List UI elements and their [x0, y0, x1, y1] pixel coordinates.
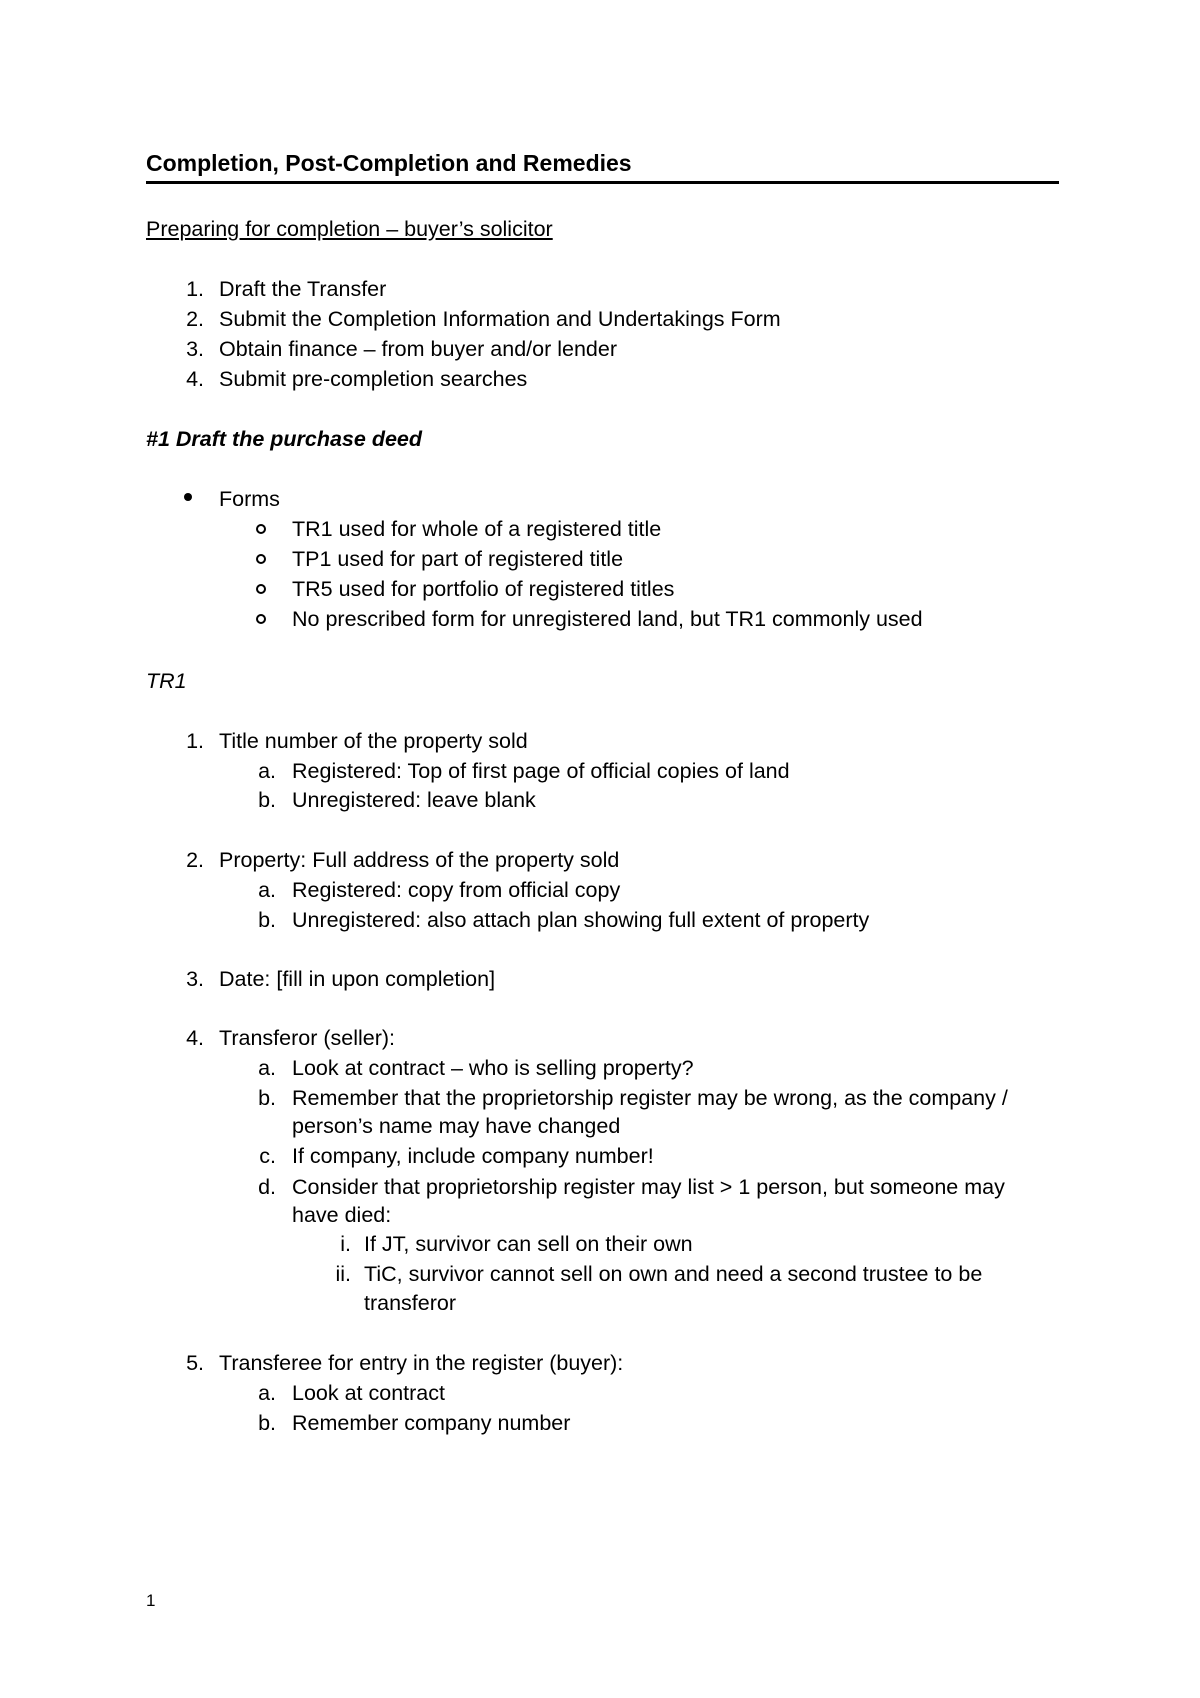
tr1-sub-text: Remember company number	[292, 1411, 571, 1435]
tr1-sub-letter: b.	[258, 1411, 276, 1435]
tr1-roman-text: If JT, survivor can sell on their own	[364, 1232, 693, 1256]
forms-label: Forms	[219, 487, 280, 511]
tr1-number: 3.	[186, 967, 204, 991]
step-number: 1.	[186, 277, 204, 301]
forms-item: TR5 used for portfolio of registered titles	[292, 577, 675, 601]
tr1-text: Transferor (seller):	[219, 1026, 396, 1050]
tr1-sub-text: If company, include company number!	[292, 1144, 654, 1168]
tr1-number: 1.	[186, 729, 204, 753]
tr1-text: Title number of the property sold	[219, 729, 528, 753]
step-text: Submit pre-completion searches	[219, 367, 528, 391]
tr1-text: Date: [fill in upon completion]	[219, 967, 496, 991]
tr1-roman-number: ii.	[335, 1262, 351, 1286]
tr1-sub-letter: b.	[258, 908, 276, 932]
tr1-number: 5.	[186, 1351, 204, 1375]
tr1-sub-text: Unregistered: leave blank	[292, 788, 536, 812]
tr1-sub-text: Look at contract	[292, 1381, 445, 1405]
sub-bullet-icon	[256, 584, 266, 594]
step-number: 2.	[186, 307, 204, 331]
tr1-sub-text: Registered: copy from official copy	[292, 878, 621, 902]
sub-bullet-icon	[256, 524, 266, 534]
tr1-roman-text-cont: transferor	[364, 1291, 457, 1315]
tr1-sub-text: Registered: Top of first page of official copies of land	[292, 759, 790, 783]
tr1-number: 4.	[186, 1026, 204, 1050]
tr1-sub-letter: d.	[258, 1175, 276, 1199]
tr1-sub-letter: a.	[258, 759, 276, 783]
tr1-sub-letter: c.	[259, 1144, 276, 1168]
section-heading: Preparing for completion – buyer’s solicitor	[146, 217, 553, 241]
page-title: Completion, Post-Completion and Remedies	[146, 148, 1059, 184]
tr1-sub-text-cont: person’s name may have changed	[292, 1114, 621, 1138]
tr1-sub-letter: b.	[258, 1086, 276, 1110]
step-text: Obtain finance – from buyer and/or lender	[219, 337, 617, 361]
forms-item: No prescribed form for unregistered land, but TR1 commonly used	[292, 607, 923, 631]
tr1-sub-letter: a.	[258, 878, 276, 902]
forms-item: TR1 used for whole of a registered title	[292, 517, 662, 541]
tr1-text: Transferee for entry in the register (buyer):	[219, 1351, 624, 1375]
tr1-sub-text: Remember that the proprietorship register may be wrong, as the company /	[292, 1086, 1008, 1110]
tr1-roman-text: TiC, survivor cannot sell on own and need a second trustee to be	[364, 1262, 983, 1286]
tr1-sub-text: Consider that proprietorship register may list > 1 person, but someone may	[292, 1175, 1005, 1199]
tr1-text: Property: Full address of the property sold	[219, 848, 620, 872]
step-text: Submit the Completion Information and Undertakings Form	[219, 307, 781, 331]
step-text: Draft the Transfer	[219, 277, 387, 301]
tr1-sub-letter: b.	[258, 788, 276, 812]
step-number: 4.	[186, 367, 204, 391]
tr1-sub-letter: a.	[258, 1056, 276, 1080]
tr1-sub-text: Unregistered: also attach plan showing full extent of property	[292, 908, 870, 932]
forms-item: TP1 used for part of registered title	[292, 547, 624, 571]
sub-bullet-icon	[256, 554, 266, 564]
tr1-sub-letter: a.	[258, 1381, 276, 1405]
tr1-number: 2.	[186, 848, 204, 872]
page-number: 1	[146, 1591, 156, 1610]
subheading: #1 Draft the purchase deed	[146, 427, 423, 451]
bullet-icon	[184, 493, 192, 501]
step-number: 3.	[186, 337, 204, 361]
tr1-sub-text-cont: have died:	[292, 1203, 392, 1227]
sub-bullet-icon	[256, 614, 266, 624]
tr1-sub-text: Look at contract – who is selling property?	[292, 1056, 694, 1080]
tr1-label: TR1	[146, 669, 187, 693]
tr1-roman-number: i.	[340, 1232, 351, 1256]
